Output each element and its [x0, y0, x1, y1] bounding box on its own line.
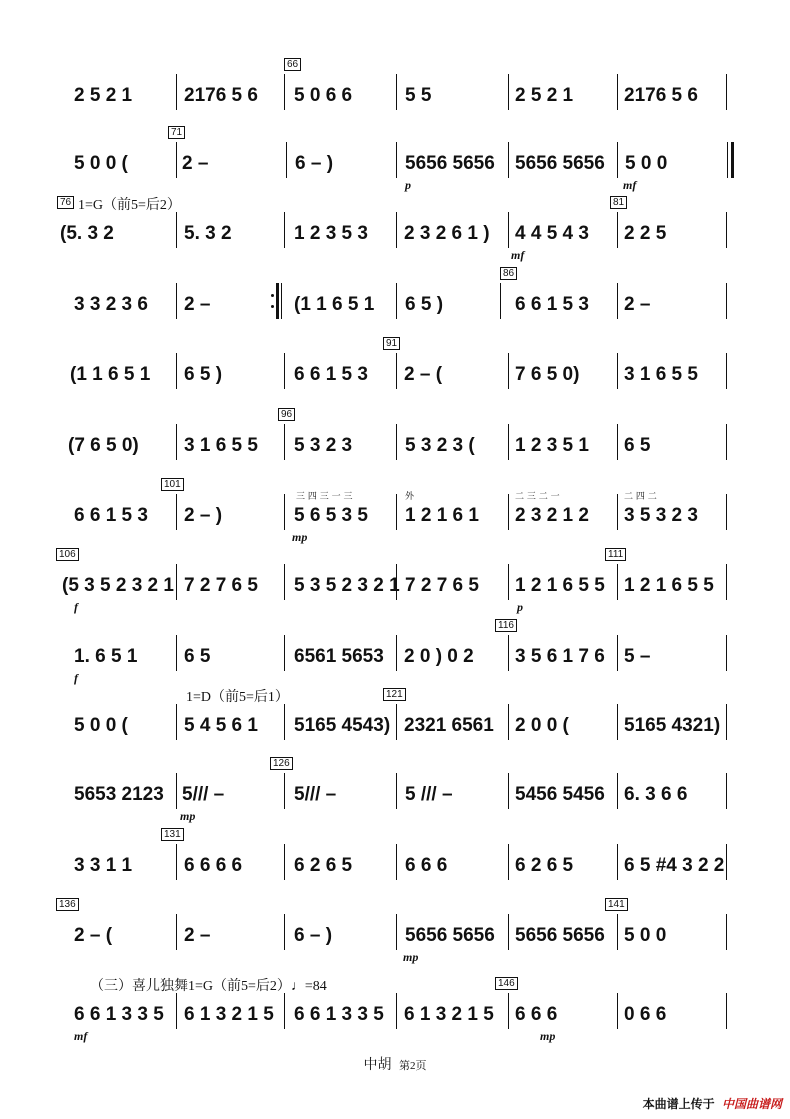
- dynamic-mark: mf: [623, 178, 637, 192]
- measure-number: 106: [56, 548, 79, 561]
- measure-number: 81: [610, 196, 627, 209]
- note-group: (1 1 6 5 1: [294, 294, 375, 315]
- measure-number: 96: [278, 408, 295, 421]
- note-group: 2 0 ) 0 2: [404, 646, 474, 667]
- note-group: 5 5: [405, 85, 432, 106]
- barline: [396, 635, 397, 671]
- barline: [284, 494, 285, 530]
- note-group: 2176 5 6: [624, 85, 698, 106]
- barline: [176, 424, 177, 460]
- note-group: 2 –: [184, 925, 211, 946]
- barline: [726, 704, 727, 740]
- note-group: 2 –: [624, 294, 651, 315]
- note-group: 3 1 6 5 5: [624, 364, 698, 385]
- measure-number: 131: [161, 828, 184, 841]
- barline: [508, 74, 509, 110]
- note-group: 3 5 6 1 7 6: [515, 646, 605, 667]
- note-group: 3 5 3 2 3: [624, 505, 698, 526]
- note-group: 1 2 1 6 1: [405, 505, 479, 526]
- barline: [284, 993, 285, 1029]
- barline: [617, 914, 618, 950]
- barline: [396, 424, 397, 460]
- note-group: 3 3 1 1: [74, 855, 133, 876]
- dynamic-mark: mp: [180, 809, 196, 823]
- key-annotation: 1=D（前5=后1）: [186, 690, 289, 705]
- barline: [176, 844, 177, 880]
- barline: [176, 283, 177, 319]
- note-group: 7 6 5 0): [515, 364, 580, 385]
- barline: [284, 635, 285, 671]
- barline: [396, 212, 397, 248]
- barline: [508, 993, 509, 1029]
- barline: [508, 773, 509, 809]
- dynamic-mark: mp: [292, 530, 308, 544]
- barline: [726, 564, 727, 600]
- note-group: 2 3 2 6 1 ): [404, 223, 490, 244]
- note-group: 2 0 0 (: [515, 715, 569, 736]
- barline: [176, 494, 177, 530]
- note-group: 5 4 5 6 1: [184, 715, 258, 736]
- barline: [617, 704, 618, 740]
- note-group: 2 – ): [184, 505, 223, 526]
- measure-number: 136: [56, 898, 79, 911]
- barline: [396, 494, 397, 530]
- key-annotation: （三）喜儿独舞1=G（前5=后2）♩=84: [90, 979, 327, 994]
- barline: [508, 564, 509, 600]
- barline: [508, 844, 509, 880]
- barline: [176, 914, 177, 950]
- note-group: 3 3 2 3 6: [74, 294, 148, 315]
- barline: [396, 142, 397, 178]
- measure-number: 146: [495, 977, 518, 990]
- note-group: 5/// –: [182, 784, 225, 805]
- note-group: 6 6 1 5 3: [74, 505, 148, 526]
- barline: [508, 704, 509, 740]
- dynamic-mark: mf: [511, 248, 525, 262]
- barline: [396, 353, 397, 389]
- page-number: 第2页: [399, 1060, 427, 1072]
- note-group: 1 2 3 5 3: [294, 223, 368, 244]
- fingering-mark: 二 三 二 一: [515, 492, 560, 502]
- barline: [617, 494, 618, 530]
- note-group: 2 3 2 1 2: [515, 505, 589, 526]
- fingering-mark: 外: [405, 492, 415, 502]
- barline: [176, 212, 177, 248]
- instrument-label: 中胡: [363, 1058, 392, 1073]
- note-group: 6 2 6 5: [515, 855, 574, 876]
- note-group: 6 5 ): [405, 294, 444, 315]
- note-group: 7 2 7 6 5: [184, 575, 258, 596]
- note-group: 6 5: [184, 646, 211, 667]
- barline: [396, 564, 397, 600]
- credit-text: 本曲谱上传于: [642, 1097, 715, 1111]
- barline: [396, 993, 397, 1029]
- barline: [726, 844, 727, 880]
- note-group: 5 /// –: [405, 784, 453, 805]
- note-group: 5 3 2 3 (: [405, 435, 475, 456]
- note-group: 6 5 ): [184, 364, 223, 385]
- measure-number: 66: [284, 58, 301, 71]
- barline: [726, 993, 727, 1029]
- dynamic-mark: f: [74, 600, 78, 614]
- barline: [508, 142, 509, 178]
- barline: [286, 142, 287, 178]
- measure-number: 91: [383, 337, 400, 350]
- note-group: (7 6 5 0): [68, 435, 139, 456]
- measure-number: 111: [605, 548, 626, 561]
- note-group: 5 0 0: [625, 153, 668, 174]
- barline: [396, 704, 397, 740]
- note-group: 2 2 5: [624, 223, 667, 244]
- note-group: 6 – ): [294, 925, 333, 946]
- note-group: 6 5 #4 3 2 2: [624, 855, 725, 876]
- barline: [726, 283, 727, 319]
- barline: [284, 914, 285, 950]
- barline: [508, 353, 509, 389]
- barline: [284, 844, 285, 880]
- note-group: 6 6 6: [405, 855, 448, 876]
- barline: [617, 635, 618, 671]
- site-logo: 中国曲谱网: [721, 1097, 782, 1111]
- note-group: 5656 5656: [405, 925, 495, 946]
- note-group: 5165 4543): [294, 715, 391, 736]
- barline: [726, 773, 727, 809]
- measure-number: 121: [383, 688, 406, 701]
- page-footer: [0, 1054, 790, 1074]
- barline: [726, 635, 727, 671]
- dynamic-mark: mp: [540, 1029, 556, 1043]
- barline: [617, 773, 618, 809]
- dynamic-mark: mf: [74, 1029, 88, 1043]
- note-group: 5656 5656: [405, 153, 495, 174]
- barline: [284, 564, 285, 600]
- note-group: 2 5 2 1: [515, 85, 574, 106]
- note-group: 5656 5656: [515, 925, 605, 946]
- note-group: 2176 5 6: [184, 85, 258, 106]
- barline: [176, 635, 177, 671]
- barline: [284, 773, 285, 809]
- barline: [176, 704, 177, 740]
- measure-number: 101: [161, 478, 184, 491]
- barline: [284, 74, 285, 110]
- measure-number: 76: [57, 196, 74, 209]
- dynamic-mark: p: [517, 600, 523, 614]
- note-group: 6 6 6 6: [184, 855, 243, 876]
- barline: [617, 353, 618, 389]
- barline: [396, 773, 397, 809]
- note-group: 6 5: [624, 435, 651, 456]
- note-group: 2 5 2 1: [74, 85, 133, 106]
- barline: [726, 424, 727, 460]
- barline: [726, 74, 727, 110]
- note-group: 2 – (: [404, 364, 443, 385]
- note-group: 2 –: [184, 294, 211, 315]
- note-group: 1 2 1 6 5 5: [515, 575, 605, 596]
- fingering-mark: 三 四 三 一 三: [296, 492, 353, 502]
- note-group: 5165 4321): [624, 715, 721, 736]
- note-group: 5 0 0: [624, 925, 667, 946]
- barline: [617, 844, 618, 880]
- note-group: 6 2 6 5: [294, 855, 353, 876]
- barline: [284, 704, 285, 740]
- barline: [726, 212, 727, 248]
- note-group: 5 0 0 (: [74, 153, 128, 174]
- note-group: (5 3 5 2 3 2 1: [62, 575, 174, 596]
- barline: [726, 914, 727, 950]
- note-group: 6 6 1 3 3 5: [294, 1004, 384, 1025]
- barline: [617, 142, 618, 178]
- note-group: 5 3 5 2 3 2 1: [294, 575, 400, 596]
- barline: [726, 353, 727, 389]
- note-group: 5456 5456: [515, 784, 605, 805]
- note-group: 5 6 5 3 5: [294, 505, 368, 526]
- note-group: 5 –: [624, 646, 651, 667]
- measure-number: 71: [168, 126, 185, 139]
- barline: [176, 74, 177, 110]
- note-group: 2 – (: [74, 925, 113, 946]
- barline: [617, 283, 618, 319]
- note-group: 3 1 6 5 5: [184, 435, 258, 456]
- note-group: 5 0 6 6: [294, 85, 353, 106]
- note-group: 6 6 1 5 3: [294, 364, 368, 385]
- note-group: 6. 3 6 6: [624, 784, 688, 805]
- note-group: 5656 5656: [515, 153, 605, 174]
- fingering-mark: 二 四 二: [624, 492, 657, 502]
- barline: [396, 283, 397, 319]
- note-group: 6 1 3 2 1 5: [184, 1004, 274, 1025]
- barline: [508, 494, 509, 530]
- note-group: 5 0 0 (: [74, 715, 128, 736]
- final-barline: [727, 142, 734, 178]
- upload-credit[interactable]: [643, 1095, 782, 1112]
- barline: [284, 212, 285, 248]
- note-group: 6 6 6: [515, 1004, 558, 1025]
- barline: [508, 424, 509, 460]
- note-group: 2 –: [182, 153, 209, 174]
- barline: [396, 844, 397, 880]
- note-group: 7 2 7 6 5: [405, 575, 479, 596]
- barline: [617, 212, 618, 248]
- barline: [617, 424, 618, 460]
- barline: [396, 914, 397, 950]
- barline: [617, 74, 618, 110]
- barline: [176, 773, 177, 809]
- note-group: (5. 3 2: [60, 223, 114, 244]
- note-group: 1 2 1 6 5 5: [624, 575, 714, 596]
- barline: [617, 564, 618, 600]
- note-group: (1 1 6 5 1: [70, 364, 151, 385]
- note-group: 6561 5653: [294, 646, 384, 667]
- barline: [284, 424, 285, 460]
- note-group: 1. 6 5 1: [74, 646, 138, 667]
- barline: [508, 212, 509, 248]
- barline: [508, 635, 509, 671]
- dynamic-mark: p: [405, 178, 411, 192]
- note-group: 6 6 1 3 3 5: [74, 1004, 164, 1025]
- measure-number: 126: [270, 757, 293, 770]
- note-group: 6 1 3 2 1 5: [404, 1004, 494, 1025]
- barline: [500, 283, 501, 319]
- note-group: 5/// –: [294, 784, 337, 805]
- note-group: 6 – ): [295, 153, 334, 174]
- note-group: 1 2 3 5 1: [515, 435, 589, 456]
- barline: [176, 564, 177, 600]
- note-group: 2321 6561: [404, 715, 494, 736]
- key-annotation: 1=G（前5=后2）: [78, 198, 181, 213]
- note-group: 4 4 5 4 3: [515, 223, 589, 244]
- barline: [284, 353, 285, 389]
- barline: [396, 74, 397, 110]
- barline: [617, 993, 618, 1029]
- note-group: 5 3 2 3: [294, 435, 353, 456]
- dynamic-mark: f: [74, 671, 78, 685]
- measure-number: 116: [495, 619, 517, 632]
- dynamic-mark: mp: [403, 950, 419, 964]
- note-group: 5. 3 2: [184, 223, 232, 244]
- barline: [176, 142, 177, 178]
- measure-number: 86: [500, 267, 517, 280]
- barline: [508, 914, 509, 950]
- note-group: 6 6 1 5 3: [515, 294, 589, 315]
- barline: [176, 353, 177, 389]
- measure-number: 141: [605, 898, 628, 911]
- note-group: 5653 2123: [74, 784, 164, 805]
- barline: [726, 494, 727, 530]
- note-group: 0 6 6: [624, 1004, 667, 1025]
- barline: [176, 993, 177, 1029]
